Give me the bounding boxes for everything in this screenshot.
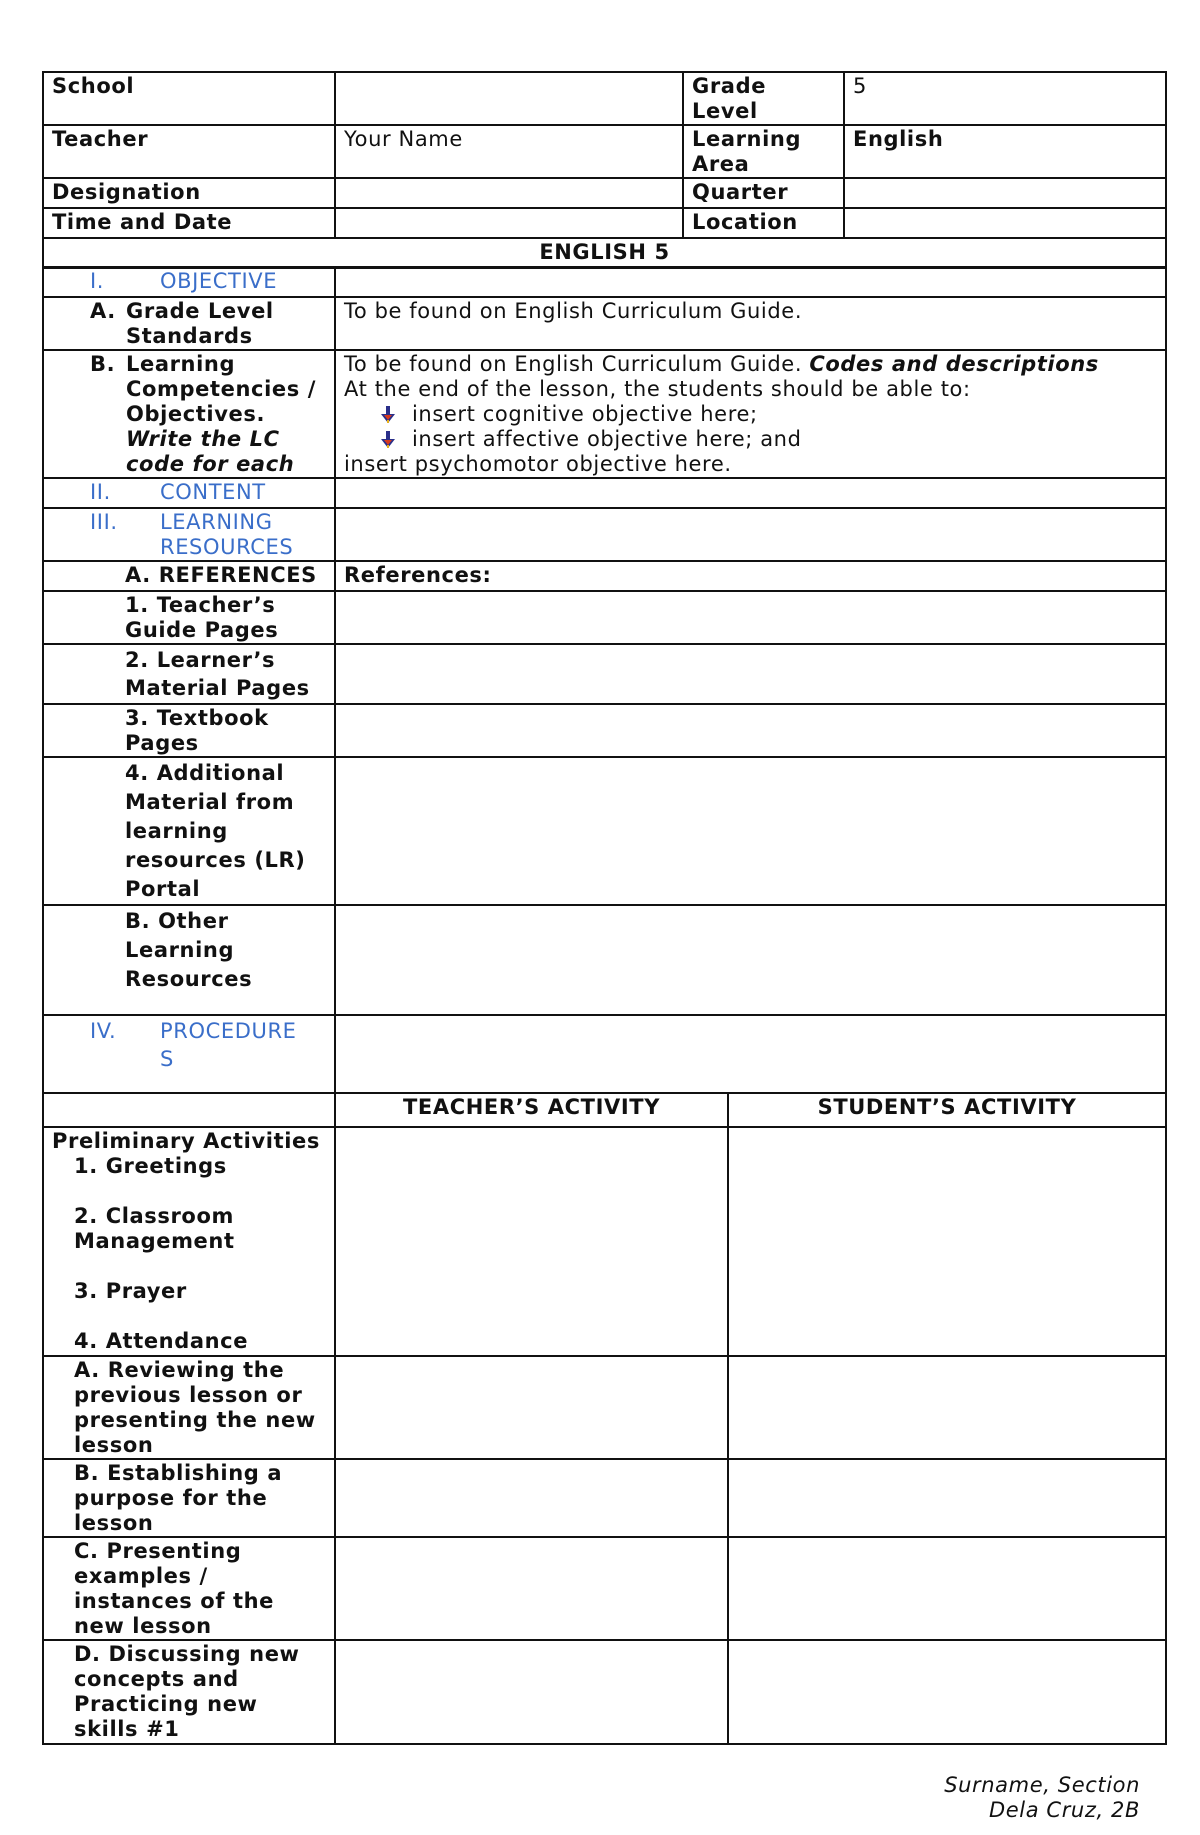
competencies-emphasis: Codes and descriptions	[809, 352, 1099, 376]
content-value[interactable]	[335, 478, 1166, 508]
other-learning-resources	[43, 905, 335, 1015]
grade-level-standards-value[interactable]: To be found on English Curriculum Guide.	[335, 297, 1166, 350]
learning-area-label: Learning Area	[683, 125, 844, 178]
student-activity-cell[interactable]	[728, 1640, 1166, 1744]
teacher-label: Teacher	[43, 125, 335, 178]
resource-label: 3. Textbook Pages	[125, 706, 269, 755]
other-learning-resources-value[interactable]	[335, 905, 1166, 1015]
teachers-guide-value[interactable]	[335, 591, 1166, 644]
objective-bullet-text: insert cognitive objective here;	[412, 402, 758, 426]
activities-corner	[43, 1093, 335, 1127]
procedure-step-label: A. Reviewing the previous lesson or presenting the new lesson	[74, 1358, 316, 1457]
procedure-step-label: D. Discussing new concepts and Practicing new skills #1	[74, 1642, 300, 1741]
grade-level-value[interactable]: 5	[844, 72, 1166, 125]
item-note: Write the LC code for each	[126, 427, 295, 476]
objective-last-line: insert psychomotor objective here.	[344, 452, 732, 476]
objective-bullet	[344, 427, 1157, 452]
preliminary-title: Preliminary Activities	[52, 1129, 320, 1153]
designation-label: Designation	[43, 178, 335, 208]
student-activity-cell[interactable]	[728, 1356, 1166, 1459]
objective-bullet-text: insert affective objective here; and	[412, 427, 802, 451]
objective-value[interactable]	[335, 267, 1166, 297]
section-objective	[43, 267, 335, 297]
subject-title: ENGLISH 5	[43, 238, 1166, 268]
lesson-plan-table	[42, 266, 1167, 1094]
section-label: CONTENT	[160, 480, 266, 504]
procedure-step-label: C. Presenting examples / instances of the new lesson	[74, 1539, 275, 1638]
preliminary-item: 3. Prayer	[74, 1279, 187, 1303]
section-label: LEARNING RESOURCES	[160, 510, 294, 559]
teacher-activity-cell[interactable]	[335, 1459, 728, 1537]
grade-level-standards	[43, 297, 335, 350]
student-activity-cell[interactable]	[728, 1537, 1166, 1640]
section-label: PROCEDURES	[160, 1019, 297, 1071]
teachers-guide-pages	[43, 591, 335, 644]
teacher-activity-cell[interactable]	[335, 1356, 728, 1459]
additional-material-value[interactable]	[335, 757, 1166, 905]
teacher-activity-cell[interactable]	[335, 1537, 728, 1640]
procedure-step-label: B. Establishing a purpose for the lesson	[74, 1461, 283, 1535]
section-label: OBJECTIVE	[160, 269, 278, 293]
section-num: I.	[90, 269, 105, 293]
preliminary-item: 2. Classroom Management	[74, 1204, 235, 1253]
time-date-label: Time and Date	[43, 208, 335, 238]
header-table	[42, 71, 1167, 269]
item-label: Grade Level Standards	[126, 299, 274, 348]
competencies-source: To be found on English Curriculum Guide.	[344, 352, 810, 376]
location-label: Location	[683, 208, 844, 238]
designation-value[interactable]	[335, 178, 683, 208]
procedure-step	[43, 1640, 335, 1744]
footer-line: Dela Cruz, 2B	[988, 1798, 1140, 1822]
learning-resources-value[interactable]	[335, 508, 1166, 561]
student-activity-cell[interactable]	[728, 1127, 1166, 1356]
location-value[interactable]	[844, 208, 1166, 238]
footer-line: Surname, Section	[944, 1773, 1140, 1797]
objectives-intro: At the end of the lesson, the students should be able to:	[344, 377, 971, 401]
section-num: IV.	[90, 1019, 117, 1043]
learning-competencies	[43, 350, 335, 478]
learning-area-value[interactable]: English	[844, 125, 1166, 178]
arrow-down-icon	[380, 406, 396, 424]
references-value[interactable]: References:	[335, 561, 1166, 591]
procedure-step	[43, 1537, 335, 1640]
arrow-down-icon	[380, 431, 396, 449]
item-num: B.	[90, 352, 116, 376]
resource-label: 1. Teacher’s Guide Pages	[125, 593, 279, 642]
learners-material-value[interactable]	[335, 644, 1166, 704]
resource-label: 2. Learner’s Material Pages	[125, 648, 310, 700]
quarter-value[interactable]	[844, 178, 1166, 208]
procedures-value[interactable]	[335, 1015, 1166, 1093]
procedure-step	[43, 1356, 335, 1459]
item-label: Learning Competencies / Objectives.	[126, 352, 316, 426]
resource-label: 4. Additional Material from learning resources (LR) Portal	[125, 761, 306, 901]
item-num: A.	[90, 299, 116, 323]
teacher-value[interactable]: Your Name	[335, 125, 683, 178]
references-label: A. REFERENCES	[125, 563, 317, 587]
teacher-activity-cell[interactable]	[335, 1127, 728, 1356]
preliminary-item: 4. Attendance	[74, 1329, 249, 1353]
section-num: III.	[90, 510, 118, 534]
activities-table	[42, 1092, 1167, 1745]
textbook-value[interactable]	[335, 704, 1166, 757]
additional-material	[43, 757, 335, 905]
learning-competencies-value[interactable]	[335, 350, 1166, 478]
preliminary-item: 1. Greetings	[74, 1154, 227, 1178]
student-activity-cell[interactable]	[728, 1459, 1166, 1537]
grade-level-label: Grade Level	[683, 72, 844, 125]
procedure-step	[43, 1459, 335, 1537]
school-label: School	[43, 72, 335, 125]
learners-material-pages	[43, 644, 335, 704]
student-activity-header: STUDENT’S ACTIVITY	[728, 1093, 1166, 1127]
quarter-label: Quarter	[683, 178, 844, 208]
time-date-value[interactable]	[335, 208, 683, 238]
references-label-cell	[43, 561, 335, 591]
preliminary-activities	[43, 1127, 335, 1356]
page-footer	[944, 1773, 1140, 1823]
teacher-activity-header: TEACHER’S ACTIVITY	[335, 1093, 728, 1127]
school-value[interactable]	[335, 72, 683, 125]
section-learning-resources	[43, 508, 335, 561]
textbook-pages	[43, 704, 335, 757]
section-num: II.	[90, 480, 111, 504]
teacher-activity-cell[interactable]	[335, 1640, 728, 1744]
section-procedures	[43, 1015, 335, 1093]
resource-label: B. Other Learning Resources	[125, 909, 253, 991]
section-content	[43, 478, 335, 508]
objective-bullet	[344, 402, 1157, 427]
